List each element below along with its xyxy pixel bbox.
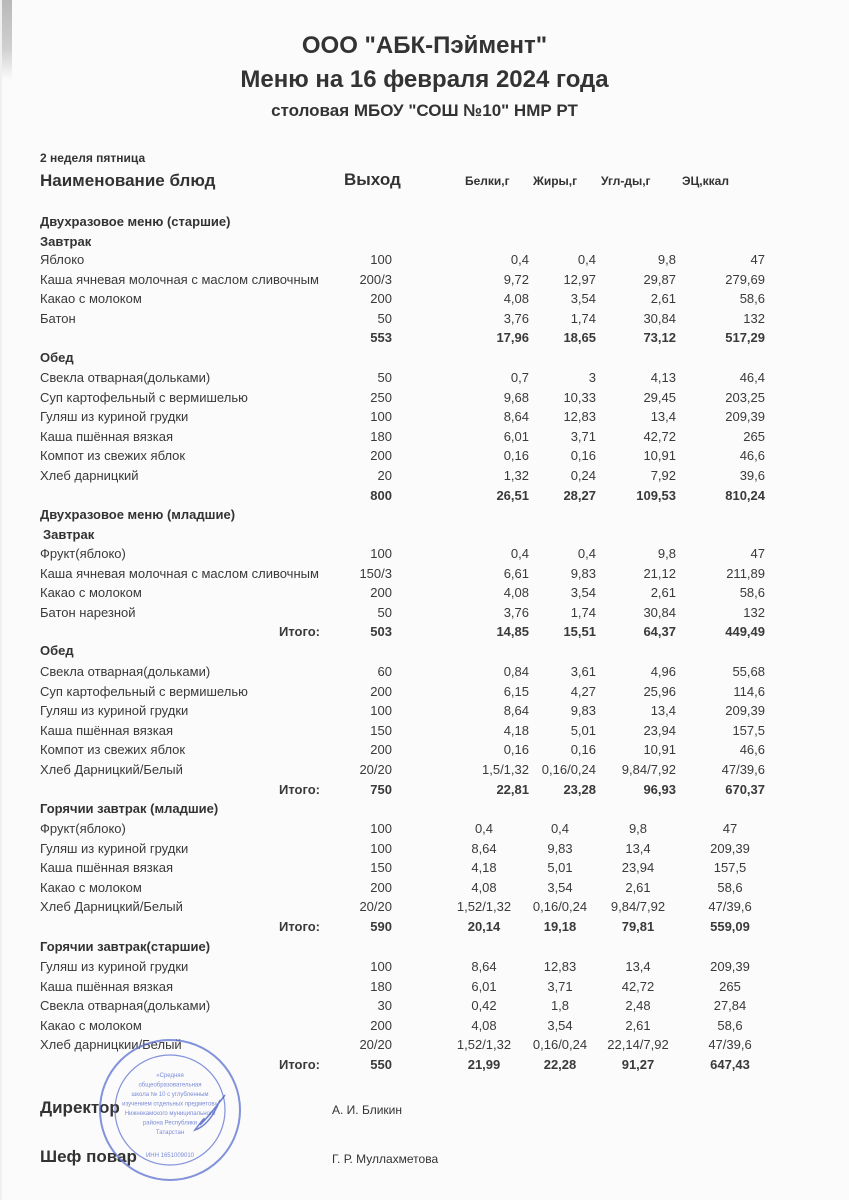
dish-output: 30 bbox=[377, 998, 392, 1014]
dish-output: 20/20 bbox=[359, 1037, 392, 1053]
dish-protein: 4,08 bbox=[503, 585, 529, 601]
table-row bbox=[0, 544, 849, 563]
stamp-text-line: общеобразовательная bbox=[138, 1082, 202, 1089]
dish-fat: 9,83 bbox=[570, 565, 596, 581]
dish-energy: 58,6 bbox=[717, 879, 743, 895]
section-title bbox=[0, 799, 849, 818]
column-header-carbs: Угл-ды,г bbox=[601, 174, 651, 188]
dish-name: Каша ячневая молочная с маслом сливочным bbox=[40, 565, 319, 581]
dish-carbs: 42,72 bbox=[621, 978, 655, 994]
total-carbs: 109,53 bbox=[636, 487, 676, 503]
dish-name: Хлеб дарницкии/Белый bbox=[40, 1037, 182, 1053]
total-output: 590 bbox=[370, 919, 392, 934]
table-row bbox=[0, 388, 849, 407]
dish-protein: 0,4 bbox=[510, 252, 529, 267]
dish-fat: 3,61 bbox=[570, 664, 596, 679]
dish-fat: 0,16/0,24 bbox=[532, 1037, 588, 1053]
dish-protein: 1,32 bbox=[503, 468, 529, 483]
total-carbs: 96,93 bbox=[643, 781, 676, 797]
total-energy: 670,37 bbox=[725, 781, 765, 797]
dish-output: 100 bbox=[370, 409, 392, 425]
dish-protein: 0,42 bbox=[471, 998, 497, 1014]
dish-carbs: 30,84 bbox=[643, 604, 676, 620]
dish-output: 100 bbox=[370, 703, 392, 719]
dish-name: Хлеб дарницкий bbox=[40, 468, 139, 483]
dish-carbs: 2,61 bbox=[650, 291, 676, 307]
total-carbs: 91,27 bbox=[621, 1057, 655, 1072]
dish-name: Каша пшённая вязкая bbox=[40, 428, 174, 444]
dish-fat: 0,4 bbox=[577, 252, 596, 267]
canteen-subtitle: столовая МБОУ "СОШ №10" НМР РТ bbox=[271, 101, 578, 120]
table-row bbox=[0, 466, 849, 485]
column-header-protein: Белки,г bbox=[465, 174, 510, 188]
dish-protein: 6,61 bbox=[503, 565, 529, 581]
table-row bbox=[0, 289, 849, 308]
chef-name: Г. Р. Муллахметова bbox=[332, 1152, 439, 1166]
dish-energy: 132 bbox=[743, 604, 765, 620]
total-energy: 559,09 bbox=[710, 919, 750, 934]
dish-name: Суп картофельный с вермишелью bbox=[40, 683, 248, 699]
column-header-energy: ЭЦ,ккал bbox=[682, 174, 729, 188]
stamp-text-line: Нижнекамского муниципального bbox=[124, 1111, 216, 1117]
total-protein: 17,96 bbox=[496, 330, 529, 346]
dish-name: Компот из свежих яблок bbox=[40, 742, 186, 758]
dish-output: 250 bbox=[370, 389, 392, 405]
dish-energy: 46,6 bbox=[739, 448, 765, 464]
dish-name: Какао с молоком bbox=[40, 879, 142, 895]
dish-carbs: 9,8 bbox=[657, 252, 676, 267]
dish-energy: 265 bbox=[743, 428, 765, 444]
dish-name: Фрукт(яблоко) bbox=[40, 821, 126, 836]
dish-carbs: 10,91 bbox=[643, 448, 676, 464]
dish-energy: 39,6 bbox=[739, 468, 765, 483]
total-label: Итого: bbox=[279, 919, 320, 934]
dish-protein: 6,15 bbox=[503, 683, 529, 699]
column-header-fat: Жиры,г bbox=[533, 174, 578, 188]
section-title bbox=[0, 505, 849, 524]
dish-name: Фрукт(яблоко) bbox=[40, 546, 126, 561]
dish-fat: 0,4 bbox=[577, 546, 596, 561]
dish-protein: 4,08 bbox=[471, 879, 497, 895]
dish-name: Суп картофельный с вермишелью bbox=[40, 389, 248, 405]
week-label: 2 неделя пятница bbox=[40, 151, 146, 165]
dish-energy: 58,6 bbox=[717, 1017, 743, 1033]
total-carbs: 79,81 bbox=[621, 919, 655, 934]
section-title bbox=[0, 232, 849, 251]
dish-output: 150 bbox=[370, 722, 392, 738]
dish-fat: 0,4 bbox=[550, 821, 570, 836]
table-row bbox=[0, 701, 849, 720]
dish-energy: 47/39,6 bbox=[721, 762, 765, 777]
table-row bbox=[0, 407, 849, 426]
dish-fat: 3,71 bbox=[547, 978, 573, 994]
school-stamp bbox=[95, 1035, 245, 1185]
dish-name: Компот из свежих яблок bbox=[40, 448, 186, 464]
total-row bbox=[0, 622, 849, 641]
dish-protein: 9,72 bbox=[503, 271, 529, 287]
total-protein: 14,85 bbox=[496, 624, 529, 640]
dish-name: Каша пшённая вязкая bbox=[40, 860, 174, 876]
total-energy: 517,29 bbox=[725, 330, 765, 346]
total-fat: 28,27 bbox=[563, 487, 596, 503]
dish-protein: 0,16 bbox=[503, 742, 529, 758]
dish-name: Батон bbox=[40, 310, 76, 326]
company-title: ООО "АБК-Пэймент" bbox=[301, 32, 548, 59]
dish-name: Каша пшённая вязкая bbox=[40, 978, 174, 994]
dish-fat: 3,54 bbox=[547, 879, 573, 895]
stamp-text-line: «Средняя bbox=[156, 1073, 184, 1079]
total-protein: 20,14 bbox=[467, 919, 501, 934]
table-row bbox=[0, 662, 849, 681]
dish-name: Какао с молоком bbox=[40, 291, 142, 307]
dish-protein: 0,7 bbox=[510, 370, 529, 385]
dish-carbs: 2,48 bbox=[625, 998, 651, 1014]
dish-output: 180 bbox=[370, 428, 392, 444]
dish-output: 200 bbox=[370, 742, 392, 758]
table-row bbox=[0, 564, 849, 583]
table-row bbox=[0, 878, 849, 897]
dish-fat: 4,27 bbox=[570, 683, 596, 699]
dish-carbs: 2,61 bbox=[625, 1017, 651, 1033]
dish-output: 150 bbox=[370, 860, 392, 876]
table-row bbox=[0, 270, 849, 289]
dish-fat: 9,83 bbox=[547, 840, 573, 856]
section-title-text: Двухразовое меню (младшие) bbox=[40, 507, 236, 522]
stamp-text-line: школа № 10 с углубленным bbox=[131, 1092, 209, 1098]
total-row bbox=[0, 328, 849, 347]
dish-protein: 4,08 bbox=[471, 1017, 497, 1033]
dish-carbs: 22,14/7,92 bbox=[607, 1037, 669, 1053]
dish-output: 200/3 bbox=[359, 271, 392, 287]
dish-output: 100 bbox=[370, 840, 392, 856]
dish-protein: 0,84 bbox=[503, 664, 529, 679]
director-role: Директор bbox=[40, 1098, 120, 1117]
dish-energy: 209,39 bbox=[725, 409, 765, 425]
section-title-text: Обед bbox=[40, 350, 74, 365]
stamp-text-line: Татарстан bbox=[155, 1130, 185, 1136]
dish-fat: 10,33 bbox=[563, 389, 596, 405]
dish-name: Какао с молоком bbox=[40, 1017, 142, 1033]
dish-name: Гуляш из куриной грудки bbox=[40, 703, 189, 719]
table-row bbox=[0, 957, 849, 976]
dish-protein: 3,76 bbox=[503, 604, 529, 620]
dish-carbs: 29,87 bbox=[643, 271, 676, 287]
dish-carbs: 30,84 bbox=[643, 310, 676, 326]
dish-output: 100 bbox=[370, 959, 392, 974]
dish-energy: 47 bbox=[750, 252, 765, 267]
dish-protein: 8,64 bbox=[471, 959, 497, 974]
table-row bbox=[0, 897, 849, 916]
dish-output: 20 bbox=[377, 468, 392, 483]
section-title bbox=[0, 641, 849, 660]
table-row bbox=[0, 996, 849, 1015]
dish-energy: 47/39,6 bbox=[708, 1037, 752, 1053]
dish-carbs: 2,61 bbox=[650, 585, 676, 601]
dish-energy: 209,39 bbox=[710, 959, 750, 974]
section-title bbox=[0, 348, 849, 367]
dish-carbs: 9,8 bbox=[628, 821, 648, 836]
dish-fat: 5,01 bbox=[570, 722, 596, 738]
section-title bbox=[0, 212, 849, 231]
chef-role: Шеф повар bbox=[40, 1147, 137, 1166]
dish-carbs: 25,96 bbox=[643, 683, 676, 699]
dish-name: Свекла отварная(дольками) bbox=[40, 664, 211, 679]
dish-protein: 4,18 bbox=[471, 860, 497, 876]
total-output: 750 bbox=[370, 781, 392, 797]
dish-name: Хлеб Дарницкий/Белый bbox=[40, 762, 183, 777]
dish-output: 200 bbox=[370, 448, 392, 464]
total-energy: 810,24 bbox=[725, 487, 765, 503]
table-row bbox=[0, 1016, 849, 1035]
dish-fat: 12,83 bbox=[563, 409, 596, 425]
total-carbs: 64,37 bbox=[643, 624, 676, 640]
dish-energy: 46,6 bbox=[739, 742, 765, 758]
table-row bbox=[0, 446, 849, 465]
dish-carbs: 9,8 bbox=[657, 546, 676, 561]
dish-output: 100 bbox=[370, 252, 392, 267]
dish-name: Каша пшённая вязкая bbox=[40, 722, 174, 738]
dish-carbs: 42,72 bbox=[643, 428, 676, 444]
dish-energy: 209,39 bbox=[725, 703, 765, 719]
dish-carbs: 9,84/7,92 bbox=[610, 899, 666, 915]
dish-output: 50 bbox=[377, 310, 392, 326]
dish-protein: 1,52/1,32 bbox=[456, 899, 512, 915]
section-title bbox=[0, 937, 849, 956]
total-output: 553 bbox=[370, 330, 392, 346]
total-fat: 19,18 bbox=[543, 919, 577, 934]
table-row bbox=[0, 309, 849, 328]
dish-carbs: 23,94 bbox=[621, 860, 655, 876]
dish-name: Батон нарезной bbox=[40, 604, 136, 620]
column-header-output: Выход bbox=[344, 170, 401, 189]
dish-energy: 211,89 bbox=[726, 565, 765, 581]
stamp-outer-ring bbox=[100, 1040, 240, 1180]
dish-protein: 9,68 bbox=[503, 389, 529, 405]
total-output: 800 bbox=[370, 487, 392, 503]
dish-fat: 0,16/0,24 bbox=[532, 899, 588, 915]
table-row bbox=[0, 819, 849, 838]
dish-output: 200 bbox=[370, 879, 392, 895]
table-row bbox=[0, 368, 849, 387]
section-title-text: Горячии завтрак (младшие) bbox=[40, 801, 219, 816]
dish-energy: 58,6 bbox=[739, 585, 765, 601]
dish-energy: 203,25 bbox=[725, 389, 765, 405]
dish-energy: 279,69 bbox=[725, 271, 765, 287]
total-protein: 22,81 bbox=[496, 781, 529, 797]
dish-energy: 55,68 bbox=[732, 664, 765, 679]
total-protein: 26,51 bbox=[496, 487, 529, 503]
dish-fat: 3,54 bbox=[570, 585, 596, 601]
dish-protein: 3,76 bbox=[503, 310, 529, 326]
dish-output: 200 bbox=[370, 585, 392, 601]
dish-energy: 27,84 bbox=[713, 998, 747, 1014]
dish-name: Хлеб Дарницкий/Белый bbox=[40, 899, 183, 915]
dish-protein: 1,52/1,32 bbox=[456, 1037, 512, 1053]
total-fat: 23,28 bbox=[563, 781, 596, 797]
table-row bbox=[0, 858, 849, 877]
total-label: Итого: bbox=[279, 781, 320, 797]
dish-name: Гуляш из куриной грудки bbox=[40, 409, 189, 425]
dish-fat: 0,24 bbox=[570, 468, 596, 483]
dish-fat: 0,16/0,24 bbox=[541, 762, 596, 777]
dish-carbs: 13,4 bbox=[625, 840, 651, 856]
dish-energy: 46,4 bbox=[739, 370, 765, 385]
dish-output: 200 bbox=[370, 683, 392, 699]
dish-name: Гуляш из куриной грудки bbox=[40, 959, 189, 974]
dish-output: 50 bbox=[377, 370, 392, 385]
dish-fat: 3 bbox=[588, 370, 596, 385]
dish-fat: 1,8 bbox=[550, 998, 570, 1014]
dish-fat: 0,16 bbox=[570, 448, 596, 464]
dish-output: 60 bbox=[377, 664, 392, 679]
section-title-text: Двухразовое меню (старшие) bbox=[40, 214, 231, 229]
total-protein: 21,99 bbox=[467, 1057, 501, 1072]
total-carbs: 73,12 bbox=[643, 330, 676, 346]
dish-output: 180 bbox=[370, 978, 392, 994]
dish-fat: 12,97 bbox=[563, 271, 596, 287]
dish-energy: 157,5 bbox=[713, 860, 747, 876]
table-row bbox=[0, 603, 849, 622]
table-row bbox=[0, 977, 849, 996]
menu-title: Меню на 16 февраля 2024 года bbox=[240, 66, 609, 93]
dish-energy: 47/39,6 bbox=[708, 899, 752, 915]
dish-fat: 0,16 bbox=[570, 742, 596, 758]
table-row bbox=[0, 740, 849, 759]
total-row bbox=[0, 486, 849, 505]
total-label: Итого: bbox=[279, 624, 320, 640]
dish-protein: 4,08 bbox=[503, 291, 529, 307]
table-row bbox=[0, 583, 849, 602]
section-title bbox=[0, 525, 849, 544]
dish-carbs: 9,84/7,92 bbox=[621, 762, 676, 777]
total-fat: 22,28 bbox=[543, 1057, 577, 1072]
dish-fat: 9,83 bbox=[570, 703, 596, 719]
dish-protein: 6,01 bbox=[471, 978, 497, 994]
total-output: 503 bbox=[370, 624, 392, 640]
dish-carbs: 4,13 bbox=[650, 370, 676, 385]
dish-carbs: 7,92 bbox=[650, 468, 676, 483]
dish-name: Свекла отварная(дольками) bbox=[40, 370, 211, 385]
total-fat: 15,51 bbox=[563, 624, 596, 640]
dish-energy: 265 bbox=[719, 978, 741, 994]
dish-carbs: 29,45 bbox=[643, 389, 676, 405]
dish-energy: 209,39 bbox=[710, 840, 750, 856]
dish-name: Каша ячневая молочная с маслом сливочным bbox=[40, 271, 319, 287]
dish-carbs: 13,4 bbox=[650, 409, 676, 425]
dish-output: 50 bbox=[377, 604, 392, 620]
dish-protein: 8,64 bbox=[503, 703, 529, 719]
dish-protein: 0,4 bbox=[510, 546, 529, 561]
dish-energy: 157,5 bbox=[732, 722, 765, 738]
stamp-text-line: района Республики bbox=[142, 1120, 198, 1127]
dish-protein: 0,4 bbox=[474, 821, 494, 836]
dish-protein: 0,16 bbox=[503, 448, 529, 464]
dish-carbs: 23,94 bbox=[643, 722, 676, 738]
stamp-inner-ring bbox=[115, 1055, 225, 1165]
section-title-text: Завтрак bbox=[40, 234, 92, 249]
dish-output: 100 bbox=[370, 546, 392, 561]
dish-carbs: 10,91 bbox=[643, 742, 676, 758]
dish-protein: 1,5/1,32 bbox=[482, 762, 529, 777]
dish-fat: 3,71 bbox=[570, 428, 596, 444]
dish-carbs: 13,4 bbox=[625, 959, 651, 974]
dish-output: 100 bbox=[370, 821, 392, 836]
dish-carbs: 21,12 bbox=[643, 565, 676, 581]
total-energy: 449,49 bbox=[725, 624, 765, 640]
section-title-text: Завтрак bbox=[43, 527, 95, 542]
dish-fat: 5,01 bbox=[547, 860, 573, 876]
dish-energy: 58,6 bbox=[739, 291, 765, 307]
dish-protein: 6,01 bbox=[503, 428, 529, 444]
total-label: Итого: bbox=[279, 1057, 320, 1072]
table-row bbox=[0, 427, 849, 446]
table-row bbox=[0, 682, 849, 701]
total-fat: 18,65 bbox=[563, 330, 596, 346]
director-name: А. И. Бликин bbox=[332, 1103, 402, 1117]
dish-energy: 132 bbox=[743, 310, 765, 326]
column-header-name: Наименование блюд bbox=[40, 171, 216, 190]
section-title-text: Обед bbox=[40, 643, 74, 658]
dish-fat: 3,54 bbox=[547, 1017, 573, 1033]
dish-fat: 1,74 bbox=[570, 604, 596, 620]
section-title-text: Горячии завтрак(старшие) bbox=[40, 939, 211, 954]
dish-protein: 4,18 bbox=[503, 722, 529, 738]
dish-energy: 47 bbox=[750, 546, 765, 561]
dish-output: 20/20 bbox=[359, 899, 392, 915]
dish-fat: 1,74 bbox=[570, 310, 596, 326]
dish-name: Свекла отварная(дольками) bbox=[40, 998, 211, 1014]
total-row bbox=[0, 780, 849, 799]
stamp-inn: ИНН 1651009010 bbox=[145, 1153, 195, 1159]
total-row bbox=[0, 917, 849, 936]
dish-output: 200 bbox=[370, 291, 392, 307]
dish-output: 200 bbox=[370, 1017, 392, 1033]
dish-fat: 12,83 bbox=[543, 959, 577, 974]
dish-energy: 47 bbox=[722, 821, 738, 836]
dish-name: Гуляш из куриной грудки bbox=[40, 840, 189, 856]
dish-name: Какао с молоком bbox=[40, 585, 142, 601]
table-row bbox=[0, 721, 849, 740]
dish-carbs: 13,4 bbox=[650, 703, 676, 719]
total-output: 550 bbox=[370, 1057, 392, 1072]
dish-fat: 3,54 bbox=[570, 291, 596, 307]
dish-carbs: 2,61 bbox=[625, 879, 651, 895]
stamp-text-line: изучением отдельных предметов» bbox=[122, 1101, 218, 1108]
table-row bbox=[0, 839, 849, 858]
dish-carbs: 4,96 bbox=[650, 664, 676, 679]
dish-energy: 114,6 bbox=[733, 683, 765, 699]
dish-protein: 8,64 bbox=[471, 840, 497, 856]
dish-output: 150/3 bbox=[359, 565, 392, 581]
total-energy: 647,43 bbox=[710, 1057, 750, 1072]
dish-protein: 8,64 bbox=[503, 409, 529, 425]
table-row bbox=[0, 250, 849, 269]
dish-name: Яблоко bbox=[40, 252, 85, 267]
dish-output: 20/20 bbox=[359, 762, 392, 777]
table-row bbox=[0, 760, 849, 779]
